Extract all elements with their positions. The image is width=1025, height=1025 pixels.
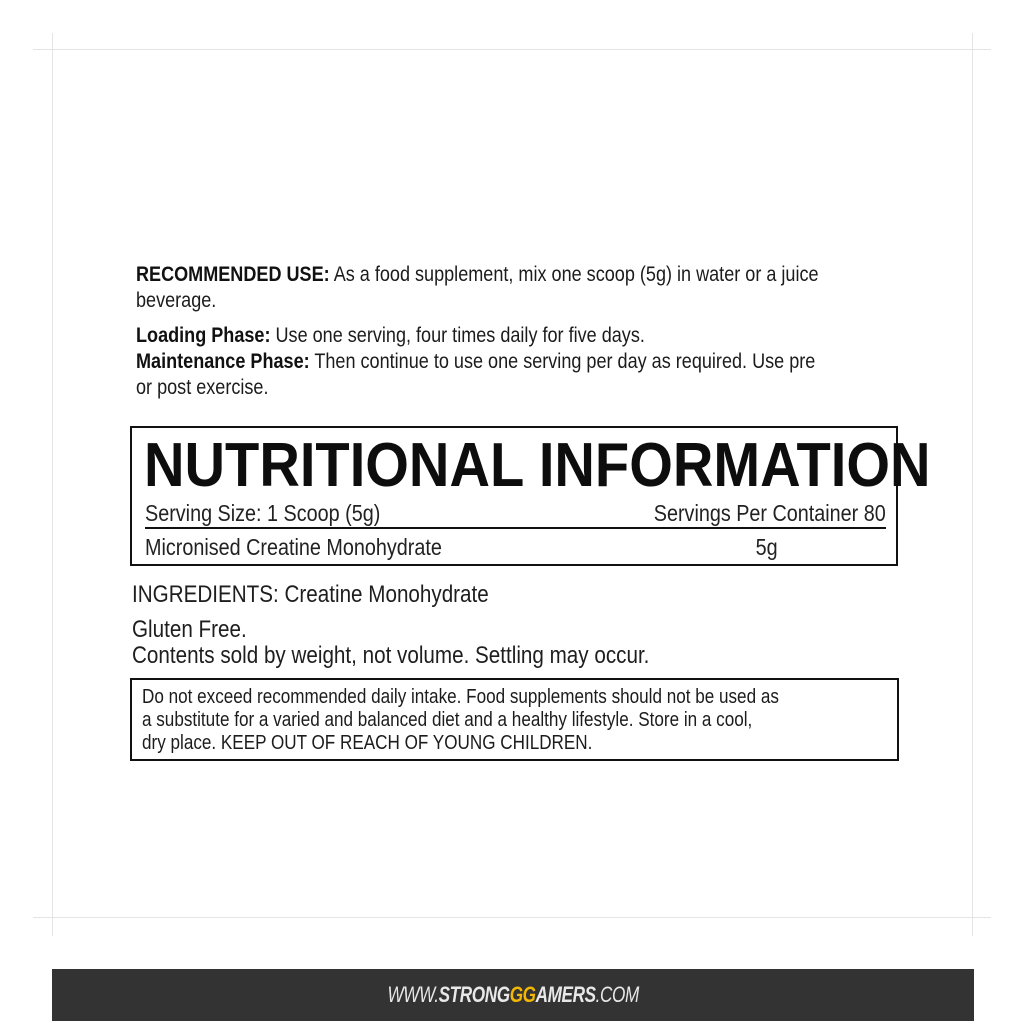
crop-guide-right — [972, 33, 973, 936]
recommended-use-section — [136, 262, 893, 401]
warning-line: Do not exceed recommended daily intake. Food supplements should not be used as — [142, 686, 779, 708]
recommended-use-label: RECOMMENDED USE: — [136, 263, 330, 286]
footer-bar — [52, 969, 974, 1021]
url-suffix: .COM — [595, 982, 639, 1007]
recommended-use-paragraph — [136, 262, 893, 314]
serving-row — [145, 500, 886, 526]
nutrition-divider — [145, 527, 886, 529]
brand-strong: STRONG — [438, 982, 510, 1007]
maintenance-phase-text: Then continue to use one serving per day as required. Use pre — [314, 350, 816, 373]
nutrient-name: Micronised Creatine Monohydrate — [145, 534, 442, 560]
maintenance-phase-paragraph — [136, 349, 893, 401]
recommended-use-text: As a food supplement, mix one scoop (5g) in water or a juice — [333, 263, 819, 286]
nutrient-row — [145, 534, 886, 560]
nutrient-amount: 5g — [755, 534, 778, 560]
warning-line: dry place. KEEP OUT OF REACH OF YOUNG CHILDREN. — [142, 732, 593, 754]
loading-phase-text: Use one serving, four times daily for five days. — [275, 324, 645, 347]
maintenance-phase-label: Maintenance Phase: — [136, 350, 310, 373]
crop-guide-left — [52, 33, 53, 936]
brand-gg: GG — [509, 982, 536, 1007]
crop-guide-bottom — [33, 917, 991, 918]
crop-guide-top — [33, 49, 991, 50]
loading-phase-label: Loading Phase: — [136, 324, 271, 347]
warning-line: a substitute for a varied and balanced diet and a healthy lifestyle. Store in a cool, — [142, 709, 753, 731]
servings-per-container: Servings Per Container 80 — [654, 500, 886, 526]
warning-box — [130, 678, 899, 761]
nutrition-title: NUTRITIONAL INFORMATION — [144, 431, 931, 500]
url-prefix: WWW. — [387, 982, 439, 1007]
website-url[interactable] — [52, 983, 974, 1007]
maintenance-phase-text-cont: or post exercise. — [136, 376, 269, 399]
ingredients-text: INGREDIENTS: Creatine Monohydrate — [132, 581, 489, 608]
loading-phase-paragraph — [136, 323, 893, 349]
contents-note: Contents sold by weight, not volume. Settling may occur. — [132, 642, 650, 669]
brand-amers: AMERS — [535, 982, 596, 1007]
recommended-use-text-cont: beverage. — [136, 289, 217, 312]
gluten-free-text: Gluten Free. — [132, 616, 247, 643]
nutrition-panel — [130, 426, 931, 566]
serving-size: Serving Size: 1 Scoop (5g) — [145, 500, 381, 526]
warning-text — [142, 686, 886, 755]
